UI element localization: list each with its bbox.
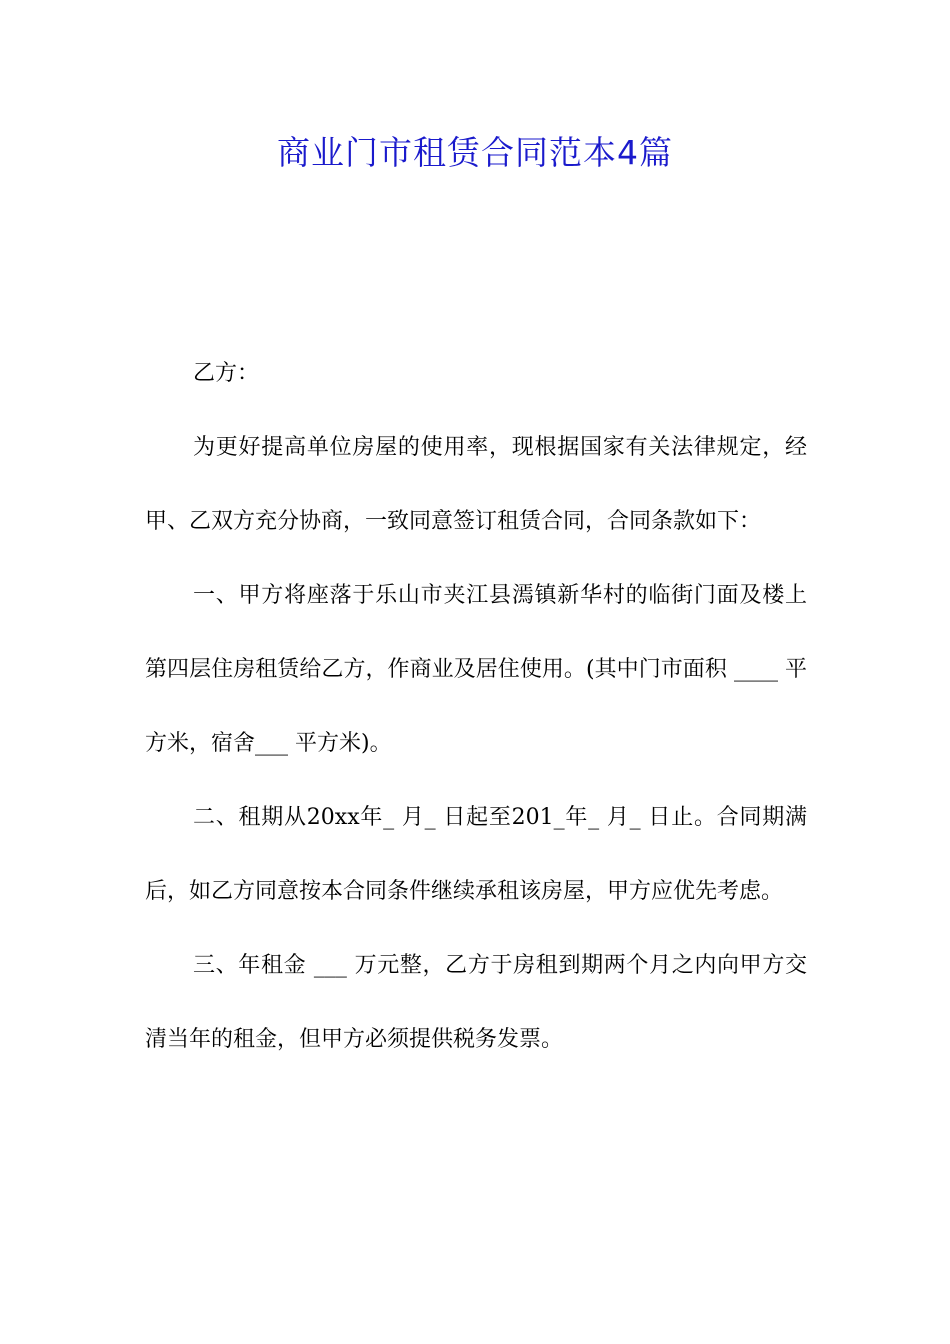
document-title: 商业门市租赁合同范本4篇 [277, 133, 673, 172]
paragraph-party-b: 乙方： [193, 361, 260, 386]
paragraph-clause-1: 一、甲方将座落于乐山市夹江县漹镇新华村的临街门面及楼上第四层住房租赁给乙方，作商业及居住使用。(其中门市面积 ____ 平方米，宿舍___ 平方米)。 [145, 583, 807, 756]
paragraph-clause-2: 二、租期从20xx年_ 月_ 日起至201_年_ 月_ 日止。合同期满后，如乙方同意按本合同条件继续承租该房屋，甲方应优先考虑。 [145, 805, 807, 904]
paragraph-clause-3: 三、年租金 ___ 万元整，乙方于房租到期两个月之内向甲方交清当年的租金，但甲方必须提供税务发票。 [145, 953, 807, 1052]
paragraph-intro: 为更好提高单位房屋的使用率，现根据国家有关法律规定，经甲、乙双方充分协商，一致同意签订租赁合同，合同条款如下： [145, 435, 807, 534]
document-body [145, 337, 807, 1077]
